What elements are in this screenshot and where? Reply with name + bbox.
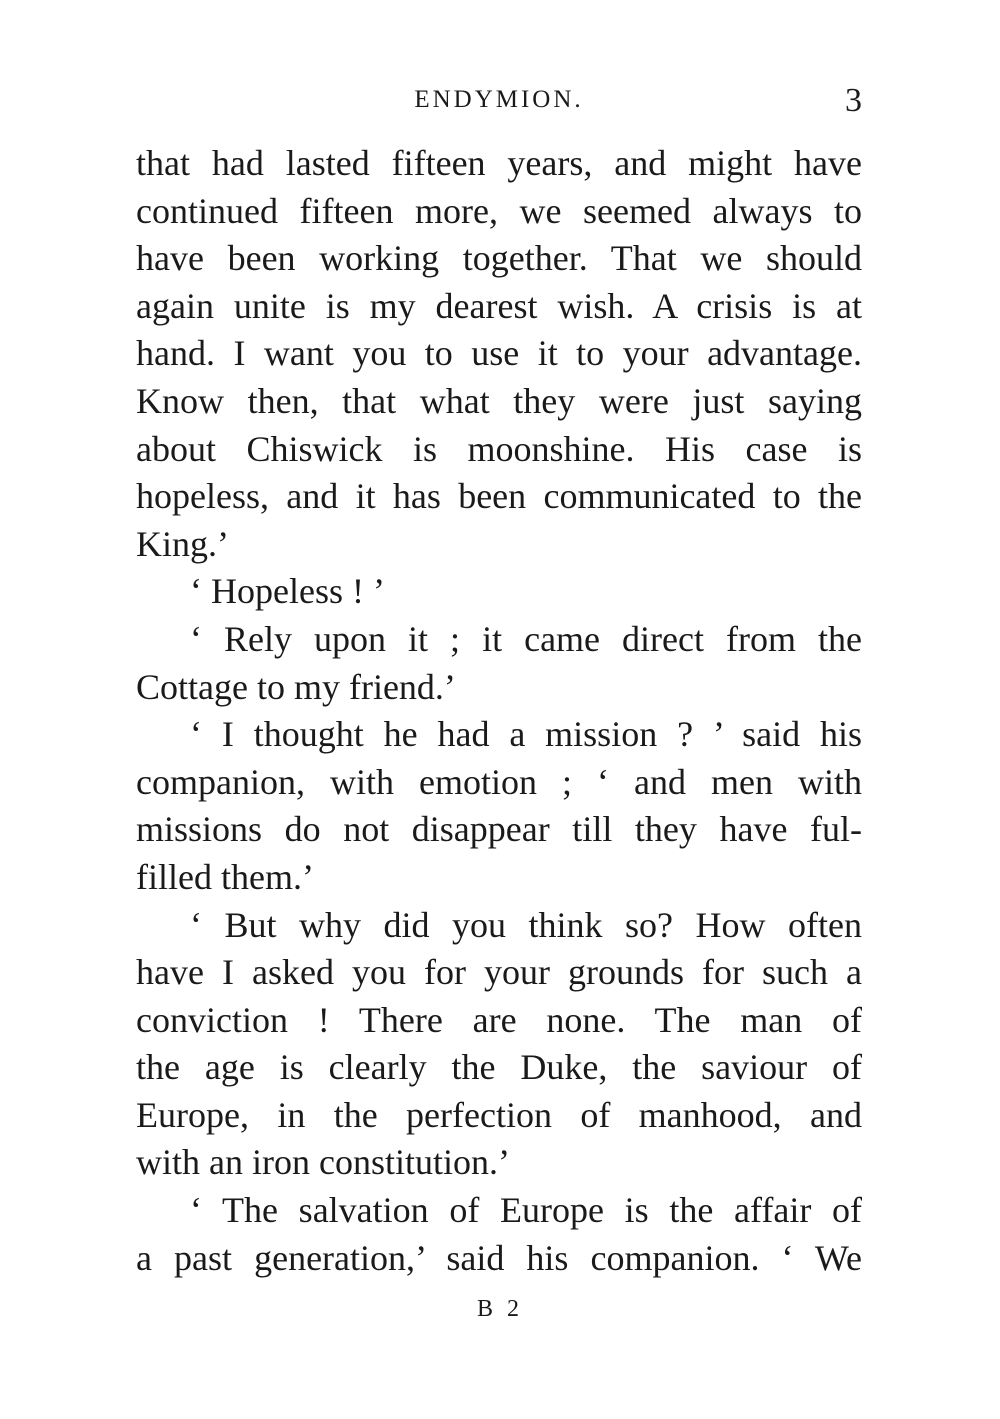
text-line: ‘ Hopeless ! ’ xyxy=(190,571,385,612)
text-line: with an iron constitution.’ xyxy=(136,1142,510,1183)
text-line: hand. I want you to use it to your advantage. xyxy=(136,333,862,374)
text-line: companion, with emotion ; ‘ and men with xyxy=(136,761,862,802)
text-line: a past generation,’ said his companion. ‘ We xyxy=(136,1237,862,1278)
text-line: the age is clearly the Duke, the saviour of xyxy=(136,1047,862,1088)
text-line: conviction ! There are none. The man of xyxy=(136,999,862,1040)
body-text xyxy=(136,140,862,1282)
text-line: filled them.’ xyxy=(136,856,314,897)
text-line: continued fifteen more, we seemed always to xyxy=(136,190,862,231)
text-line: ‘ The salvation of Europe is the affair of xyxy=(190,1190,862,1231)
text-line: hopeless, and it has been communicated to the xyxy=(136,476,862,517)
text-line: ‘ I thought he had a mission ? ’ said his xyxy=(190,714,862,755)
text-line: ‘ Rely upon it ; it came direct from the xyxy=(190,618,862,659)
text-line: ‘ But why did you think so? How often xyxy=(190,904,862,945)
text-line: Europe, in the perfection of manhood, and xyxy=(136,1094,862,1135)
signature-mark: B 2 xyxy=(476,1296,523,1322)
text-line: have been working together. That we should xyxy=(136,238,862,279)
text-line: missions do not disappear till they have ful- xyxy=(136,809,862,850)
text-line: have I asked you for your grounds for such a xyxy=(136,952,862,993)
text-line: again unite is my dearest wish. A crisis is at xyxy=(136,285,862,326)
text-line: about Chiswick is moonshine. His case is xyxy=(136,428,862,469)
text-line: Know then, that what they were just saying xyxy=(136,380,862,421)
text-line: King.’ xyxy=(136,523,229,564)
text-line: Cottage to my friend.’ xyxy=(136,666,456,707)
running-title: ENDYMION. xyxy=(414,86,584,113)
running-head xyxy=(136,82,862,122)
text-line: that had lasted fifteen years, and might have xyxy=(136,143,862,183)
page-number: 3 xyxy=(845,82,862,119)
